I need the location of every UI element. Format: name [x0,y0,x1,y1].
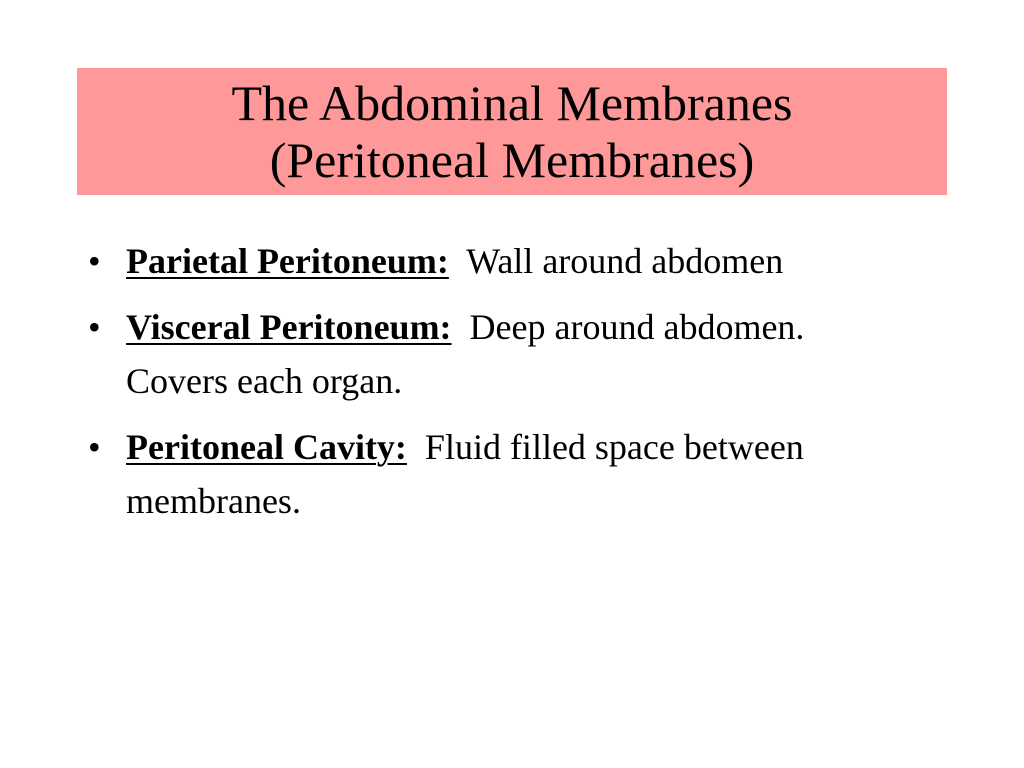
bullet-icon: • [88,427,101,467]
bullet-term: Peritoneal Cavity: [126,427,407,467]
bullet-text: Wall around abdomen [466,241,784,281]
bullet-icon: • [88,307,101,347]
bullet-text: Deep around abdomen. Covers each organ. [126,307,805,401]
bullet-list [88,234,838,540]
bullet-item-cavity [88,420,838,528]
slide-title-line-2: (Peritoneal Membranes) [269,131,755,188]
bullet-term: Parietal Peritoneum: [126,241,449,281]
bullet-icon: • [88,241,101,281]
title-banner [77,68,947,195]
bullet-item-parietal [88,234,838,288]
slide-title-line-1: The Abdominal Membranes [231,74,793,131]
bullet-text: Fluid filled space between membranes. [126,427,804,521]
bullet-item-visceral [88,300,838,408]
bullet-term: Visceral Peritoneum: [126,307,452,347]
